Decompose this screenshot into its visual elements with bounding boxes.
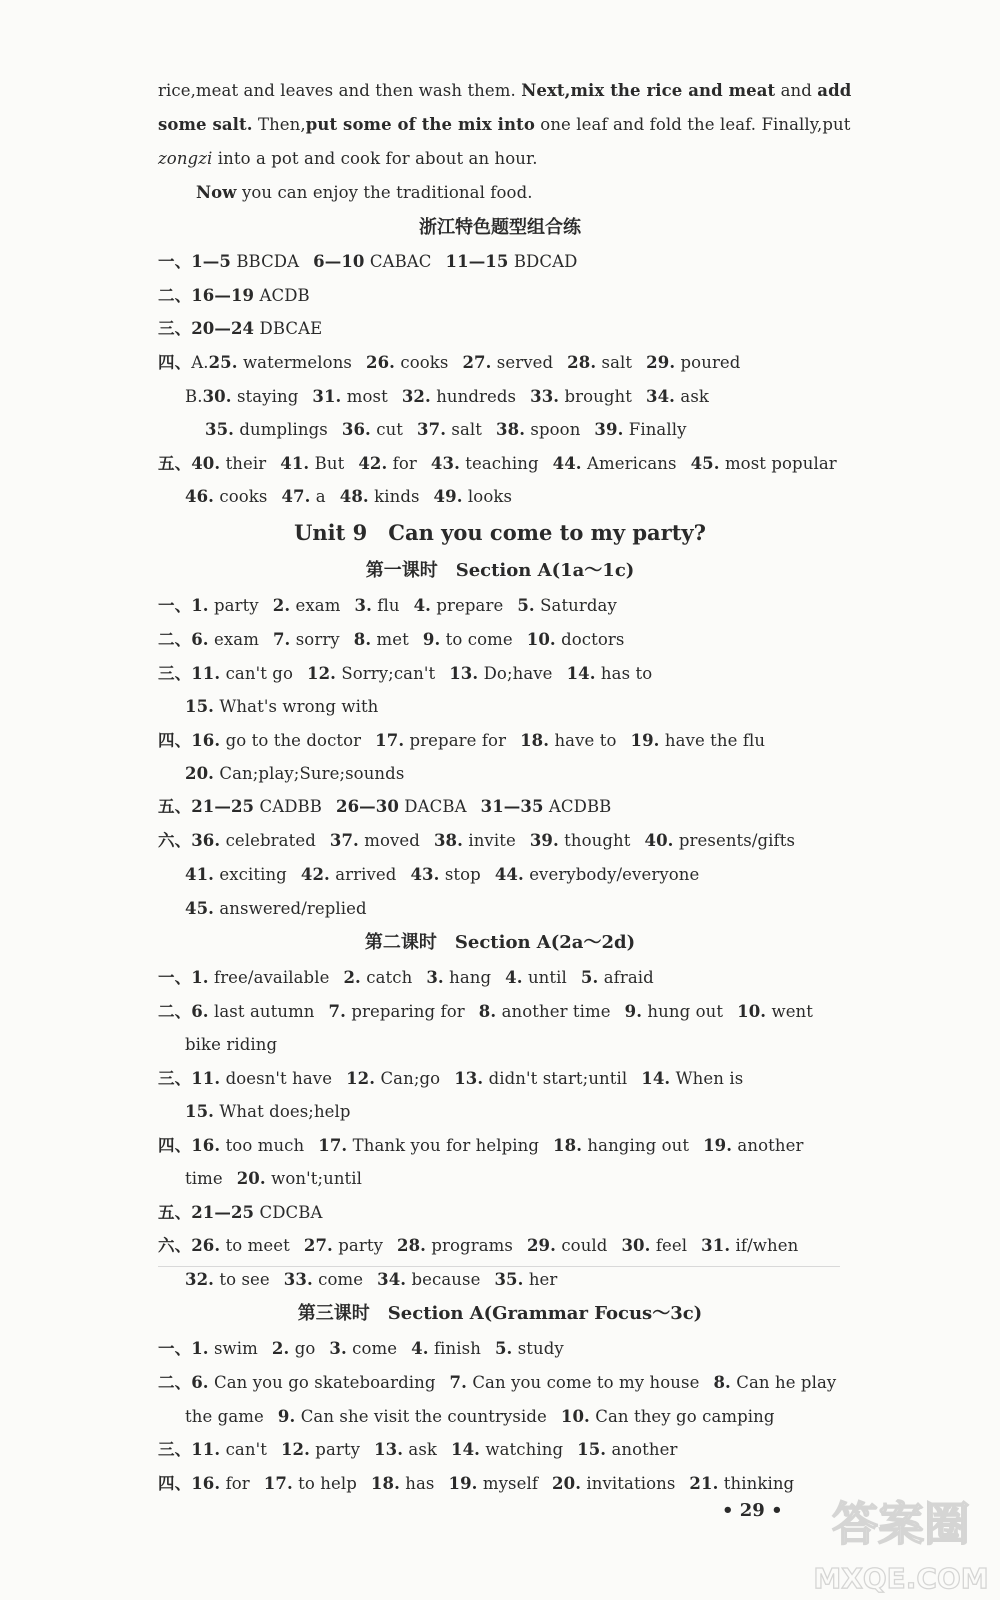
l1-row-4a: 四、16. go to the doctor 17. prepare for 18. have to 19. have the flu [158, 731, 766, 750]
item-number: 4. [411, 1339, 429, 1358]
divider-line [158, 1266, 840, 1267]
unit-title: Unit 9 Can you come to my party? [294, 520, 706, 545]
item-number: 39. [529, 831, 559, 850]
item-number: 20. [552, 1474, 582, 1493]
item-answer: another [606, 1440, 678, 1459]
zj-row-5a: 五、40. their 41. But 42. for 43. teaching 44. Americans 45. most popular [158, 454, 837, 473]
item-answer: invite [462, 831, 516, 850]
lesson-2-heading: 第二课时 Section A(2a～2d) [364, 932, 636, 953]
item-number: 38. [433, 831, 463, 850]
zj-row-1: 一、1—5 BBCDA 6—10 CABAC 11—15 BDCAD [158, 252, 578, 271]
intro-line-1: rice,meat and leaves and then wash them. Next,mix the rice and meat and add [158, 81, 852, 100]
item-answer: programs [426, 1236, 513, 1255]
item-number: 7. [328, 1002, 346, 1021]
item-number: 40. [191, 454, 221, 473]
item-number: 2. [272, 596, 291, 615]
item-number: 17. [375, 731, 405, 750]
item-answer: to come [440, 630, 513, 649]
item-answer: Saturday [534, 596, 617, 615]
item-number: 8. [713, 1373, 731, 1392]
page-number: • 29 • [722, 1500, 783, 1521]
item-number: 6—10 [313, 252, 365, 271]
item-number: 33. [283, 1270, 313, 1289]
item-answer: too much [220, 1136, 305, 1155]
item-number: 32. [401, 387, 431, 406]
item-answer: cooks [214, 487, 268, 506]
item-answer: have the flu [659, 731, 766, 750]
item-answer: invitations [581, 1474, 676, 1493]
item-answer: doesn't have [220, 1069, 333, 1088]
item-number: 26. [366, 353, 396, 372]
item-number: 17. [318, 1136, 348, 1155]
item-answer: brought [559, 387, 633, 406]
item-answer: their [220, 454, 267, 473]
item-answer: Can he play [730, 1373, 837, 1392]
item-number: 36. [191, 831, 221, 850]
item-number: 26. [191, 1236, 221, 1255]
item-answer: go to the doctor [220, 731, 362, 750]
item-answer: kinds [368, 487, 420, 506]
item-number: 44. [494, 865, 524, 884]
item-answer: But [309, 454, 345, 473]
item-answer: celebrated [220, 831, 316, 850]
item-number: 15. [185, 697, 215, 716]
item-answer: flu [371, 596, 400, 615]
item-number: 45. [185, 899, 215, 918]
zj-row-4c [205, 418, 850, 442]
item-number: 18. [370, 1474, 400, 1493]
item-number: 34. [377, 1270, 407, 1289]
item-answer: moved [358, 831, 420, 850]
item-answer: ACDBB [543, 797, 612, 816]
item-answer: ask [675, 387, 709, 406]
item-answer: CDCBA [254, 1203, 323, 1222]
item-answer: ACDB [254, 286, 310, 305]
item-answer: presents/gifts [673, 831, 796, 850]
item-answer: DACBA [398, 797, 467, 816]
item-answer: to help [292, 1474, 357, 1493]
item-answer: most [341, 387, 388, 406]
item-number: 3. [329, 1339, 347, 1358]
item-number: 41. [280, 454, 310, 473]
item-number: 13. [449, 664, 479, 683]
item-answer: cut [370, 420, 404, 439]
item-number: 31. [701, 1236, 731, 1255]
item-number: 2. [271, 1339, 290, 1358]
item-number: 18. [553, 1136, 583, 1155]
intro-line-3: zongzi into a pot and cook for about an hour. [158, 149, 538, 168]
item-answer: for [387, 454, 417, 473]
item-number: 21—25 [191, 1203, 255, 1222]
item-number: 10. [526, 630, 556, 649]
item-number: 12. [346, 1069, 376, 1088]
item-number: 11—15 [445, 252, 509, 271]
item-number: 16. [191, 1474, 221, 1493]
item-answer: come [312, 1270, 364, 1289]
l3-row-2b: the game 9. Can she visit the countryside 10. Can they go camping [185, 1407, 775, 1426]
item-answer: another [732, 1136, 804, 1155]
item-number: 15. [577, 1440, 607, 1459]
item-answer: Sorry;can't [336, 664, 436, 683]
item-answer: arrived [329, 865, 397, 884]
item-number: 14. [451, 1440, 481, 1459]
intro-line-2: some salt. Then,put some of the mix into one leaf and fold the leaf. Finally,put [158, 115, 851, 134]
item-number: 47. [281, 487, 311, 506]
item-number: 25. [208, 353, 238, 372]
l1-row-5: 五、21—25 CADBB 26—30 DACBA 31—35 ACDBB [158, 797, 612, 816]
item-number: 8. [353, 630, 372, 649]
zj-row-2: 二、16—19 ACDB [158, 286, 310, 305]
l2-row-6a: 六、26. to meet 27. party 28. programs 29. could 30. feel 31. if/when [158, 1236, 799, 1255]
l1-row-4b [185, 762, 850, 786]
item-number: 14. [566, 664, 596, 683]
zj-row-5b [185, 485, 850, 509]
item-answer: What does;help [214, 1102, 351, 1121]
item-answer: exam [290, 596, 341, 615]
item-answer: Americans [581, 454, 677, 473]
item-answer: went [766, 1002, 814, 1021]
item-answer: most popular [719, 454, 837, 473]
lesson-3-heading: 第三课时 Section A(Grammar Focus～3c) [297, 1303, 703, 1324]
item-number: 5. [494, 1339, 513, 1358]
item-number: 8. [478, 1002, 497, 1021]
item-number: 10. [737, 1002, 767, 1021]
item-number: 21. [689, 1474, 719, 1493]
item-number: 42. [358, 454, 388, 473]
item-answer: CADBB [254, 797, 323, 816]
item-number: 44. [552, 454, 582, 473]
l1-row-3b [185, 695, 850, 719]
l2-row-4b: time 20. won't;until [185, 1169, 363, 1188]
item-number: 11. [191, 1440, 221, 1459]
item-answer: poured [675, 353, 741, 372]
item-answer: served [491, 353, 554, 372]
item-answer: exam [208, 630, 259, 649]
item-answer: looks [462, 487, 513, 506]
item-number: 28. [397, 1236, 427, 1255]
item-number: 32. [185, 1270, 215, 1289]
item-number: 6. [191, 1373, 209, 1392]
item-answer: dumplings [234, 420, 328, 439]
item-number: 39. [594, 420, 624, 439]
item-number: 1. [191, 1339, 209, 1358]
item-number: 26—30 [336, 797, 399, 816]
item-number: 3. [354, 596, 372, 615]
item-number: 27. [303, 1236, 333, 1255]
l2-row-1: 一、1. free/available 2. catch 3. hang 4. until 5. afraid [158, 968, 654, 987]
item-answer: Can you come to my house [466, 1373, 700, 1392]
item-answer: could [555, 1236, 608, 1255]
item-answer: have to [549, 731, 617, 750]
item-answer: CABAC [364, 252, 432, 271]
item-number: 16. [191, 1136, 221, 1155]
item-number: 30. [621, 1236, 651, 1255]
item-number: 1—5 [191, 252, 231, 271]
item-number: 11. [191, 1069, 221, 1088]
item-number: 11. [191, 664, 221, 683]
item-answer: hanging out [582, 1136, 690, 1155]
item-answer: party [309, 1440, 361, 1459]
item-number: 19. [630, 731, 660, 750]
zj-row-4b: B.30. staying 31. most 32. hundreds 33. brought 34. ask [185, 387, 709, 406]
item-number: 7. [272, 630, 291, 649]
item-answer: if/when [730, 1236, 799, 1255]
item-number: 1. [191, 596, 209, 615]
l3-row-3: 三、11. can't 12. party 13. ask 14. watching 15. another [158, 1440, 678, 1459]
l1-row-6c [185, 897, 850, 921]
item-answer: her [523, 1270, 558, 1289]
intro-line-4: Now you can enjoy the traditional food. [196, 183, 533, 202]
item-answer: staying [231, 387, 299, 406]
l2-row-2b: bike riding [185, 1035, 278, 1054]
item-answer: What's wrong with [214, 697, 379, 716]
item-answer: catch [360, 968, 413, 987]
l2-row-3b [185, 1100, 850, 1124]
l2-row-6b [185, 1268, 850, 1292]
lesson-1-heading: 第一课时 Section A(1a～1c) [365, 560, 635, 581]
item-number: 36. [341, 420, 371, 439]
item-answer: spoon [525, 420, 581, 439]
item-answer: party [332, 1236, 383, 1255]
item-answer: doctors [555, 630, 625, 649]
item-answer: party [208, 596, 259, 615]
item-answer: BDCAD [508, 252, 578, 271]
item-answer: watching [480, 1440, 564, 1459]
item-answer: because [406, 1270, 481, 1289]
item-answer: until [522, 968, 567, 987]
item-answer: another time [496, 1002, 611, 1021]
item-answer: Finally [623, 420, 687, 439]
item-answer: study [512, 1339, 564, 1358]
item-number: 2. [343, 968, 361, 987]
item-number: 48. [339, 487, 369, 506]
item-number: 31—35 [480, 797, 544, 816]
item-number: 18. [520, 731, 550, 750]
item-number: 20. [185, 764, 215, 783]
l2-row-4a: 四、16. too much 17. Thank you for helping 18. hanging out 19. another [158, 1136, 804, 1155]
item-answer: can't [220, 1440, 267, 1459]
item-answer: ask [403, 1440, 438, 1459]
l1-row-6a: 六、36. celebrated 37. moved 38. invite 39. thought 40. presents/gifts [158, 831, 796, 850]
item-answer: Can;play;Sure;sounds [214, 764, 405, 783]
item-answer: prepare for [404, 731, 507, 750]
item-answer: come [346, 1339, 398, 1358]
zj-row-3: 三、20—24 DBCAE [158, 319, 323, 338]
item-number: 33. [530, 387, 560, 406]
item-answer: answered/replied [214, 899, 367, 918]
item-number: 42. [300, 865, 330, 884]
item-answer: myself [477, 1474, 539, 1493]
l1-row-3a: 三、11. can't go 12. Sorry;can't 13. Do;have 14. has to [158, 664, 653, 683]
item-number: 49. [433, 487, 463, 506]
item-answer: preparing for [345, 1002, 465, 1021]
item-number: 14. [641, 1069, 671, 1088]
item-number: 29. [526, 1236, 556, 1255]
item-number: 12. [306, 664, 336, 683]
item-answer: finish [428, 1339, 481, 1358]
item-answer: stop [439, 865, 481, 884]
zj-row-4a: 四、A.25. watermelons 26. cooks 27. served 28. salt 29. poured [158, 353, 741, 372]
item-number: 34. [646, 387, 676, 406]
item-number: 4. [505, 968, 523, 987]
item-number: 12. [280, 1440, 310, 1459]
item-answer: to see [214, 1270, 270, 1289]
item-answer: has [399, 1474, 435, 1493]
item-number: 41. [185, 865, 215, 884]
item-answer: thinking [718, 1474, 795, 1493]
item-number: 38. [496, 420, 526, 439]
item-answer: exciting [214, 865, 287, 884]
item-number: 45. [690, 454, 720, 473]
item-number: 35. [494, 1270, 524, 1289]
section-heading-zhejiang: 浙江特色题型组合练 [419, 217, 581, 238]
item-answer: teaching [459, 454, 539, 473]
item-answer: didn't start;until [483, 1069, 628, 1088]
item-number: 15. [185, 1102, 215, 1121]
watermark-logo [806, 1480, 996, 1598]
item-answer: everybody/everyone [523, 865, 700, 884]
item-number: 40. [644, 831, 674, 850]
item-answer: salt [596, 353, 633, 372]
item-number: 9. [624, 1002, 643, 1021]
item-number: 16. [191, 731, 221, 750]
item-number: 1. [191, 968, 209, 987]
item-answer: BBCDA [230, 252, 300, 271]
l2-row-3a: 三、11. doesn't have 12. Can;go 13. didn't start;until 14. When is [158, 1069, 744, 1088]
item-number: 3. [426, 968, 444, 987]
item-number: 20—24 [191, 319, 255, 338]
item-number: 21—25 [191, 797, 255, 816]
item-number: 46. [185, 487, 215, 506]
l3-row-2a: 二、6. Can you go skateboarding 7. Can you come to my house 8. Can he play [158, 1373, 837, 1392]
item-answer: Do;have [478, 664, 553, 683]
item-answer: feel [650, 1236, 688, 1255]
l2-row-5: 五、21—25 CDCBA [158, 1203, 323, 1222]
item-number: 13. [454, 1069, 484, 1088]
item-number: 6. [191, 1002, 209, 1021]
item-answer: to meet [220, 1236, 290, 1255]
item-answer: prepare [431, 596, 504, 615]
item-number: 37. [329, 831, 359, 850]
item-answer: has to [595, 664, 653, 683]
item-answer: met [371, 630, 409, 649]
item-answer: When is [670, 1069, 744, 1088]
item-number: 35. [205, 420, 235, 439]
item-number: 30. [202, 387, 232, 406]
item-answer: hundreds [430, 387, 517, 406]
item-answer: hang [443, 968, 492, 987]
item-answer: salt [446, 420, 483, 439]
item-answer: DBCAE [254, 319, 323, 338]
item-answer: watermelons [237, 353, 352, 372]
item-number: 19. [448, 1474, 478, 1493]
item-number: 16—19 [191, 286, 255, 305]
item-number: 4. [413, 596, 432, 615]
l2-row-2a: 二、6. last autumn 7. preparing for 8. another time 9. hung out 10. went [158, 1002, 814, 1021]
item-number: 29. [646, 353, 676, 372]
l1-row-6b [185, 863, 850, 887]
item-number: 37. [417, 420, 447, 439]
l3-row-4: 四、16. for 17. to help 18. has 19. myself 20. invitations 21. thinking [158, 1474, 795, 1493]
item-number: 6. [191, 630, 209, 649]
watermark-text-2: MXQE.COM [813, 1562, 989, 1595]
item-answer: cooks [395, 353, 449, 372]
watermark-text-1: 答案圈 [832, 1497, 970, 1551]
item-answer: for [220, 1474, 250, 1493]
item-answer: a [310, 487, 326, 506]
item-answer: swim [208, 1339, 258, 1358]
item-answer: hung out [642, 1002, 724, 1021]
item-number: 7. [449, 1373, 467, 1392]
item-number: 43. [410, 865, 440, 884]
item-answer: afraid [598, 968, 654, 987]
l1-row-1: 一、1. party 2. exam 3. flu 4. prepare 5. Saturday [158, 596, 617, 615]
item-number: 28. [567, 353, 597, 372]
item-number: 5. [517, 596, 535, 615]
item-answer: last autumn [208, 1002, 315, 1021]
item-number: 27. [462, 353, 492, 372]
item-number: 13. [374, 1440, 404, 1459]
item-answer: sorry [290, 630, 340, 649]
item-answer: Thank you for helping [347, 1136, 540, 1155]
item-number: 19. [703, 1136, 733, 1155]
item-number: 5. [580, 968, 599, 987]
l3-row-1: 一、1. swim 2. go 3. come 4. finish 5. study [158, 1339, 564, 1358]
item-number: 43. [430, 454, 460, 473]
item-number: 9. [422, 630, 441, 649]
item-answer: go [289, 1339, 316, 1358]
item-number: 31. [312, 387, 342, 406]
item-answer: Can;go [375, 1069, 441, 1088]
l1-row-2: 二、6. exam 7. sorry 8. met 9. to come 10. doctors [158, 630, 625, 649]
item-answer: thought [558, 831, 631, 850]
item-answer: Can you go skateboarding [208, 1373, 436, 1392]
item-number: 17. [263, 1474, 293, 1493]
item-answer: can't go [220, 664, 293, 683]
item-answer: free/available [208, 968, 330, 987]
